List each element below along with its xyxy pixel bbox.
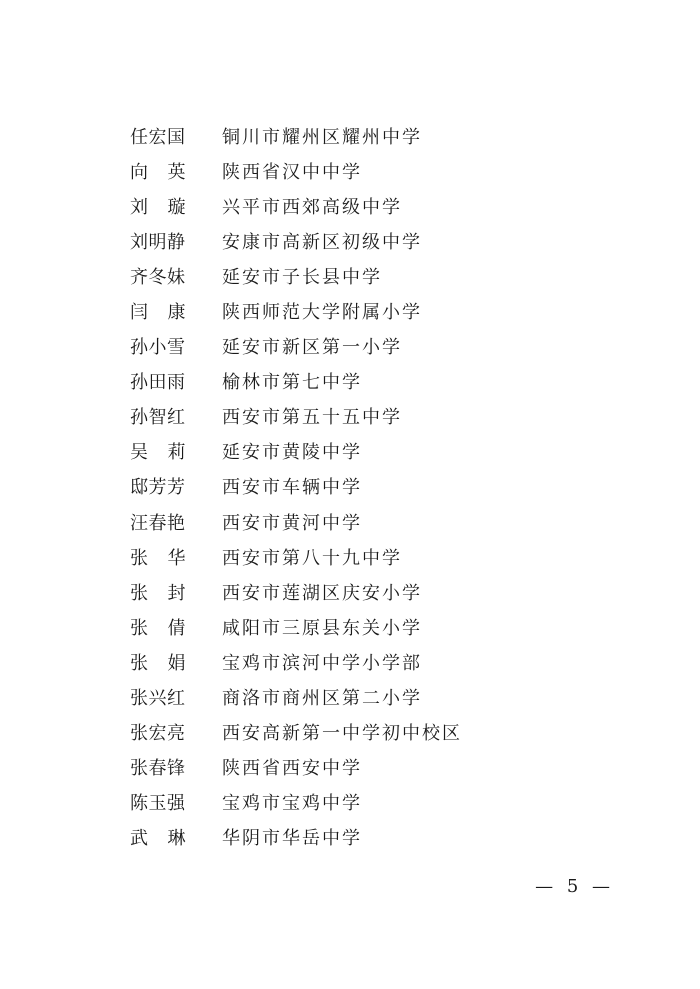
person-name: 刘明静 bbox=[130, 231, 186, 253]
person-name: 张 娟 bbox=[130, 652, 186, 674]
school-name: 西安市莲湖区庆安小学 bbox=[222, 582, 422, 604]
roster-row bbox=[130, 434, 570, 469]
person-name: 孙小雪 bbox=[130, 337, 186, 359]
roster-row bbox=[130, 223, 570, 258]
roster-row bbox=[130, 293, 570, 328]
person-name: 吴 莉 bbox=[130, 442, 186, 464]
person-name: 齐冬妹 bbox=[130, 266, 186, 288]
roster-row bbox=[130, 118, 570, 153]
roster-row bbox=[130, 153, 570, 188]
roster-row bbox=[130, 609, 570, 644]
school-name: 兴平市西郊高级中学 bbox=[222, 196, 402, 218]
school-name: 西安高新第一中学初中校区 bbox=[222, 723, 462, 745]
roster-row bbox=[130, 258, 570, 293]
school-name: 西安市第五十五中学 bbox=[222, 407, 402, 429]
school-name: 西安市第八十九中学 bbox=[222, 547, 402, 569]
school-name: 铜川市耀州区耀州中学 bbox=[222, 126, 422, 148]
person-name: 刘 璇 bbox=[130, 196, 186, 218]
person-name: 陈玉强 bbox=[130, 793, 186, 815]
roster-row bbox=[130, 539, 570, 574]
school-name: 宝鸡市宝鸡中学 bbox=[222, 793, 362, 815]
person-name: 汪春艳 bbox=[130, 512, 186, 534]
roster-row bbox=[130, 750, 570, 785]
school-name: 延安市黄陵中学 bbox=[222, 442, 362, 464]
school-name: 延安市子长县中学 bbox=[222, 266, 382, 288]
school-name: 西安市车辆中学 bbox=[222, 477, 362, 499]
school-name: 陕西省西安中学 bbox=[222, 758, 362, 780]
page-number: — 5 — bbox=[535, 876, 614, 897]
roster-row bbox=[130, 680, 570, 715]
roster-row bbox=[130, 574, 570, 609]
person-name: 张 华 bbox=[130, 547, 186, 569]
school-name: 陕西省汉中中学 bbox=[222, 161, 362, 183]
roster-row bbox=[130, 715, 570, 750]
person-name: 孙田雨 bbox=[130, 372, 186, 394]
roster-row bbox=[130, 399, 570, 434]
roster-row bbox=[130, 188, 570, 223]
school-name: 延安市新区第一小学 bbox=[222, 337, 402, 359]
school-name: 榆林市第七中学 bbox=[222, 372, 362, 394]
school-name: 西安市黄河中学 bbox=[222, 512, 362, 534]
school-name: 华阴市华岳中学 bbox=[222, 828, 362, 850]
roster-list bbox=[130, 118, 570, 855]
person-name: 邸芳芳 bbox=[130, 477, 186, 499]
roster-row bbox=[130, 364, 570, 399]
person-name: 孙智红 bbox=[130, 407, 186, 429]
roster-row bbox=[130, 504, 570, 539]
person-name: 闫 康 bbox=[130, 302, 186, 324]
roster-row bbox=[130, 644, 570, 679]
school-name: 宝鸡市滨河中学小学部 bbox=[222, 652, 422, 674]
roster-row bbox=[130, 785, 570, 820]
person-name: 张 封 bbox=[130, 582, 186, 604]
school-name: 咸阳市三原县东关小学 bbox=[222, 617, 422, 639]
person-name: 张 倩 bbox=[130, 617, 186, 639]
roster-row bbox=[130, 329, 570, 364]
roster-row bbox=[130, 469, 570, 504]
person-name: 张宏亮 bbox=[130, 723, 186, 745]
roster-row bbox=[130, 820, 570, 855]
school-name: 陕西师范大学附属小学 bbox=[222, 302, 422, 324]
person-name: 武 琳 bbox=[130, 828, 186, 850]
person-name: 张兴红 bbox=[130, 688, 186, 710]
school-name: 安康市高新区初级中学 bbox=[222, 231, 422, 253]
person-name: 张春锋 bbox=[130, 758, 186, 780]
person-name: 任宏国 bbox=[130, 126, 186, 148]
school-name: 商洛市商州区第二小学 bbox=[222, 688, 422, 710]
person-name: 向 英 bbox=[130, 161, 186, 183]
